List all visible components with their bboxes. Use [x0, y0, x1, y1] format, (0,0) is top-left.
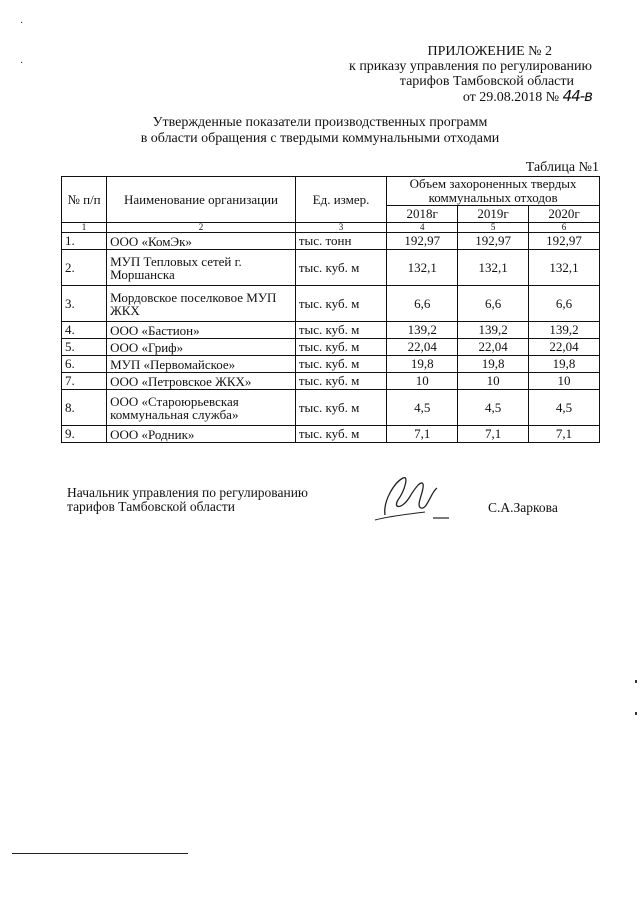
table-row	[62, 426, 600, 443]
row-value-2018: 19,8	[387, 356, 458, 373]
row-value-2018: 6,6	[387, 286, 458, 322]
index-cell: 4	[387, 223, 458, 233]
row-name: Мордовское поселковое МУП ЖКХ	[107, 286, 296, 322]
row-value-2019: 132,1	[458, 250, 529, 286]
scan-edge-mark	[635, 680, 637, 683]
row-name: ООО «Гриф»	[107, 339, 296, 356]
row-name: ООО «Родник»	[107, 426, 296, 443]
margin-mark: ·	[20, 58, 24, 69]
table-row	[62, 322, 600, 339]
row-value-2019: 192,97	[458, 233, 529, 250]
row-value-2020: 22,04	[529, 339, 600, 356]
margin-mark: ·	[20, 18, 24, 29]
row-value-2020: 139,2	[529, 322, 600, 339]
row-value-2018: 4,5	[387, 390, 458, 426]
row-num: 6.	[62, 356, 107, 373]
row-value-2019: 6,6	[458, 286, 529, 322]
row-name: ООО «КомЭк»	[107, 233, 296, 250]
index-row	[62, 223, 600, 233]
row-value-2018: 7,1	[387, 426, 458, 443]
row-value-2020: 192,97	[529, 233, 600, 250]
row-num: 2.	[62, 250, 107, 286]
row-value-2018: 192,97	[387, 233, 458, 250]
row-unit: тыс. куб. м	[295, 426, 386, 443]
row-name: ООО «Бастион»	[107, 322, 296, 339]
table-row	[62, 339, 600, 356]
header-year-2019: 2019г	[458, 206, 529, 223]
row-unit: тыс. куб. м	[295, 356, 386, 373]
header-name: Наименование организации	[107, 177, 296, 223]
row-num: 3.	[62, 286, 107, 322]
row-num: 5.	[62, 339, 107, 356]
index-cell: 3	[295, 223, 386, 233]
row-value-2020: 19,8	[529, 356, 600, 373]
order-line-2: тарифов Тамбовской области	[399, 74, 574, 89]
row-unit: тыс. куб. м	[295, 250, 386, 286]
title-line-2: в области обращения с твердыми коммунальными отходами	[140, 131, 500, 146]
row-num: 7.	[62, 373, 107, 390]
header-year-2018: 2018г	[387, 206, 458, 223]
header-volume: Объем захороненных твердых коммунальных отходов	[387, 177, 600, 206]
table-row	[62, 373, 600, 390]
row-value-2018: 139,2	[387, 322, 458, 339]
table-row	[62, 356, 600, 373]
row-value-2019: 19,8	[458, 356, 529, 373]
header-year-2020: 2020г	[529, 206, 600, 223]
order-date: от 29.08.2018 №	[462, 90, 560, 105]
indicators-table	[61, 176, 600, 443]
table-row	[62, 286, 600, 322]
signer-position	[67, 486, 308, 514]
row-unit: тыс. куб. м	[295, 339, 386, 356]
row-num: 8.	[62, 390, 107, 426]
row-name: МУП «Первомайское»	[107, 356, 296, 373]
row-value-2019: 4,5	[458, 390, 529, 426]
row-unit: тыс. куб. м	[295, 373, 386, 390]
header-num: № п/п	[62, 177, 107, 223]
row-name: МУП Тепловых сетей г. Моршанска	[107, 250, 296, 286]
row-name: ООО «Староюрьевская коммунальная служба»	[107, 390, 296, 426]
handwritten-signature	[365, 470, 455, 530]
row-unit: тыс. куб. м	[295, 322, 386, 339]
row-num: 4.	[62, 322, 107, 339]
row-value-2020: 132,1	[529, 250, 600, 286]
table-row	[62, 390, 600, 426]
row-value-2020: 6,6	[529, 286, 600, 322]
table-label: Таблица №1	[525, 160, 599, 175]
row-value-2019: 7,1	[458, 426, 529, 443]
header-unit: Ед. измер.	[295, 177, 386, 223]
row-value-2020: 7,1	[529, 426, 600, 443]
row-num: 9.	[62, 426, 107, 443]
row-value-2018: 22,04	[387, 339, 458, 356]
signer-name: С.А.Заркова	[488, 500, 558, 515]
position-line-2: тарифов Тамбовской области	[67, 499, 235, 514]
scan-edge-mark	[635, 712, 637, 715]
row-unit: тыс. куб. м	[295, 286, 386, 322]
row-unit: тыс. куб. м	[295, 390, 386, 426]
appendix-header	[349, 44, 592, 105]
row-num: 1.	[62, 233, 107, 250]
index-cell: 6	[529, 223, 600, 233]
order-number-handwritten: 44-в	[562, 87, 592, 105]
position-line-1: Начальник управления по регулированию	[67, 485, 309, 500]
row-value-2019: 10	[458, 373, 529, 390]
row-unit: тыс. тонн	[295, 233, 386, 250]
index-cell: 1	[62, 223, 107, 233]
row-value-2018: 10	[387, 373, 458, 390]
row-value-2019: 139,2	[458, 322, 529, 339]
row-value-2020: 10	[529, 373, 600, 390]
table-row	[62, 233, 600, 250]
order-line-1: к приказу управления по регулированию	[349, 59, 592, 74]
row-value-2020: 4,5	[529, 390, 600, 426]
title-line-1: Утвержденные показатели производственных программ	[152, 115, 488, 130]
row-name: ООО «Петровское ЖКХ»	[107, 373, 296, 390]
appendix-title: ПРИЛОЖЕНИЕ № 2	[427, 44, 552, 59]
index-cell: 2	[107, 223, 296, 233]
footer-rule	[12, 853, 188, 854]
table-row	[62, 250, 600, 286]
row-value-2018: 132,1	[387, 250, 458, 286]
row-value-2019: 22,04	[458, 339, 529, 356]
index-cell: 5	[458, 223, 529, 233]
document-title	[0, 115, 640, 147]
order-date-line	[349, 89, 592, 105]
